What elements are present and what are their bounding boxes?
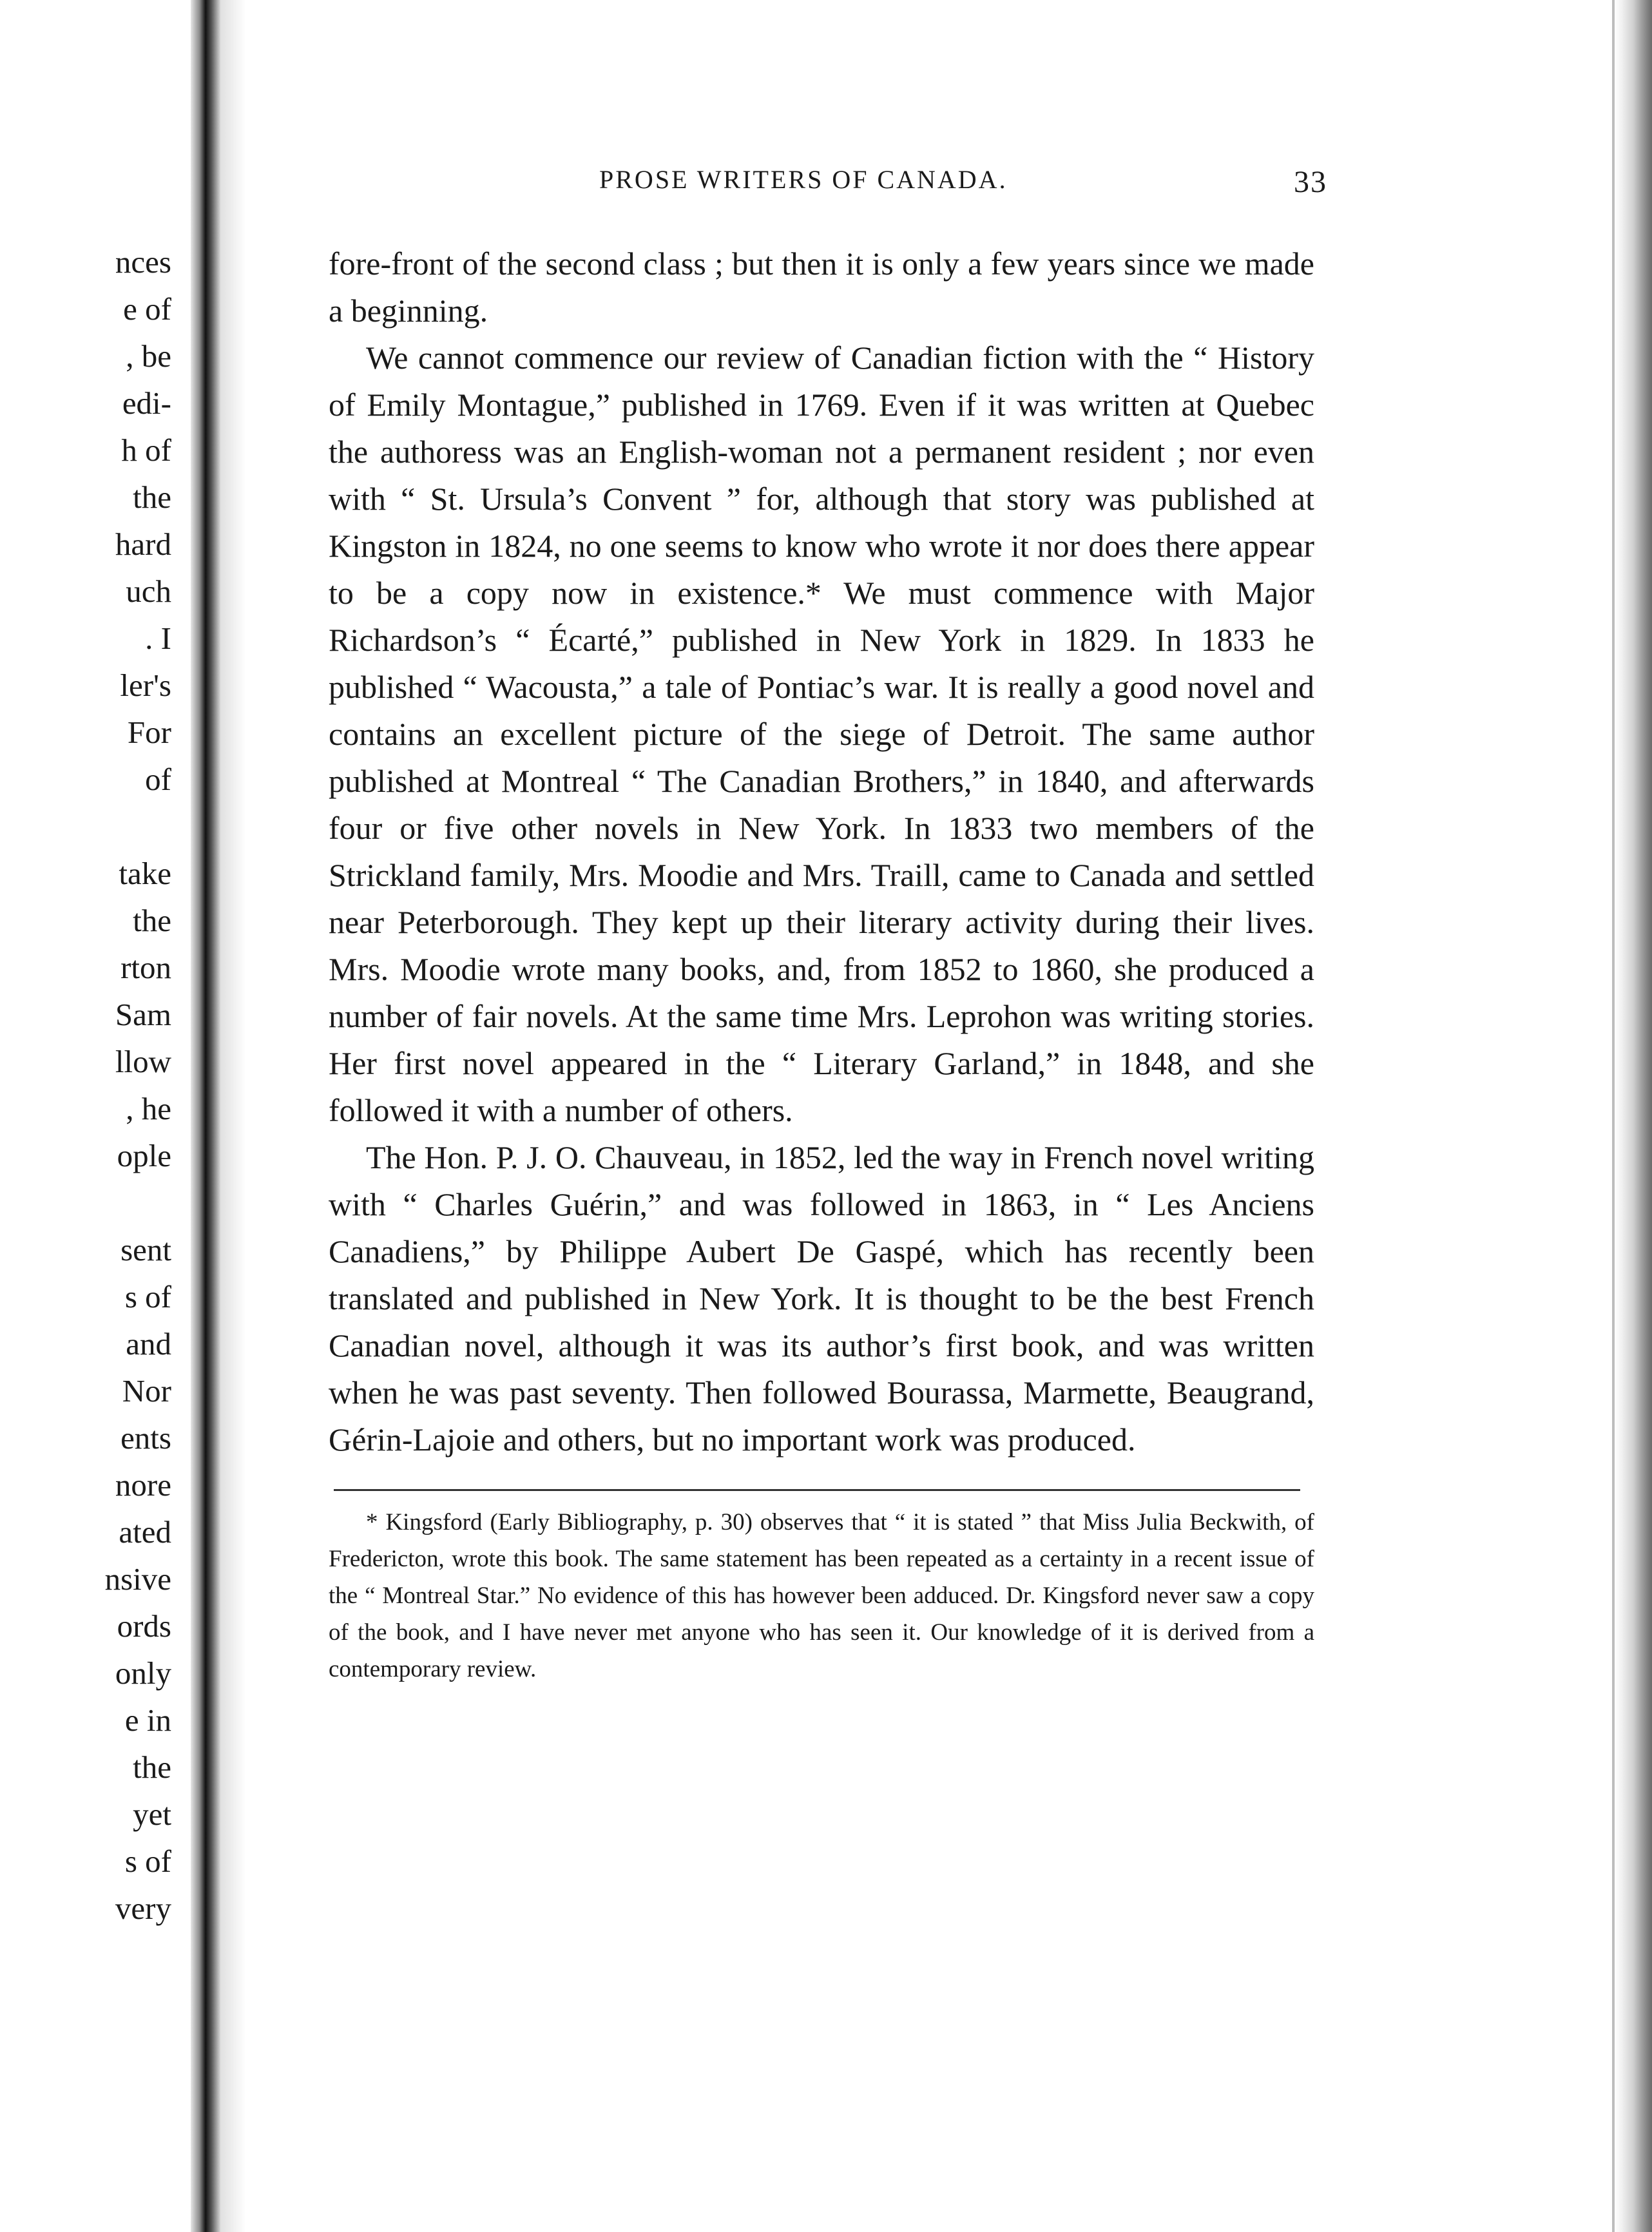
book-page — [329, 164, 1327, 1688]
paragraph: fore-front of the second class ; but then it is only a few years since we made a beginning. — [329, 245, 1314, 329]
line-fragment: and — [126, 1326, 171, 1361]
line-fragment: edi- — [122, 385, 171, 421]
line-fragment: e of — [123, 291, 171, 327]
previous-page-fragment — [0, 0, 191, 2232]
line-fragment: the — [133, 1749, 171, 1785]
line-fragment: sent — [120, 1232, 171, 1267]
line-fragment: h of — [121, 432, 171, 468]
paragraph: We cannot commence our review of Canadian fiction with the “ History of Emily Montague,” published in 1769. Even if it was written at Quebec the authoress was an English-woman not a permanent resident ; nor even with “ St. Ursula’s Convent ” for, although that story was published at Kingston in 1824, no one seems to know who wrote it nor does there appear to be a copy now in existence.* We must commence with Major Richardson’s “ Écarté,” published in New York in 1829. In 1833 he published “ Wacousta,” a tale of Pontiac’s war. It is really a good novel and contains an excellent picture of the siege of Detroit. The same author published at Montreal “ The Canadian Brothers,” in 1840, and afterwards four or five other novels in New York. In 1833 two members of the Strickland family, Mrs. Moodie and Mrs. Traill, came to Canada and settled near Peterborough. They kept up their literary activity during their lives. Mrs. Moodie wrote many books, and, from 1852 to 1860, she produced a number of fair novels. At the same time Mrs. Leprohon was writing stories. Her first novel appeared in the “ Literary Garland,” in 1848, and she followed it with a number of others. — [329, 340, 1314, 1128]
footnote — [329, 1504, 1314, 1688]
line-fragment: Nor — [122, 1373, 171, 1409]
line-fragment: , be — [126, 338, 171, 374]
paragraph: The Hon. P. J. O. Chauveau, in 1852, led the way in French novel writing with “ Charles Guérin,” and was followed in 1863, in “ Les Anciens Canadiens,” by Philippe Aubert De Gaspé, which has recently been translated and published in New York. It is thought to be the best French Canadian novel, although it was its author’s first book, and was written when he was past seventy. Then followed Bourassa, Marmette, Beaugrand, Gérin-Lajoie and others, but no important work was produced. — [329, 1139, 1314, 1458]
line-fragment: nces — [115, 244, 171, 280]
book-gutter — [191, 0, 220, 2232]
line-fragment: s of — [124, 1843, 171, 1879]
line-fragment: ler's — [120, 668, 171, 703]
line-fragment: llow — [115, 1044, 171, 1079]
line-fragment: take — [119, 856, 171, 891]
book-right-edge — [1615, 0, 1652, 2232]
gutter-shadow — [220, 0, 246, 2232]
page-number: 33 — [1294, 165, 1327, 199]
running-head — [329, 164, 1327, 203]
line-fragment: yet — [133, 1796, 171, 1832]
line-fragment: Sam — [115, 997, 171, 1032]
line-fragment: very — [115, 1890, 171, 1926]
previous-page-line-fragments — [4, 238, 171, 1932]
line-fragment: uch — [126, 573, 171, 609]
line-fragment: rton — [120, 950, 171, 985]
line-fragment: , he — [126, 1091, 171, 1126]
footnote-rule — [334, 1489, 1300, 1491]
body-text — [329, 240, 1314, 1463]
line-fragment: ople — [117, 1138, 171, 1173]
line-fragment: nore — [115, 1467, 171, 1503]
line-fragment: s of — [124, 1279, 171, 1314]
line-gap — [4, 803, 171, 850]
line-fragment: hard — [115, 526, 171, 562]
line-fragment: ords — [117, 1608, 171, 1644]
running-title: PROSE WRITERS OF CANADA. — [599, 165, 1008, 194]
line-fragment: ated — [119, 1514, 171, 1550]
footnote-text: * Kingsford (Early Bibliography, p. 30) observes that “ it is stated ” that Miss Julia Beckwith, of Fredericton, wrote this book. The same statement has been repeated as a certainty in a recent issue of the “ Montreal Star.” No evidence of this has however been adduced. Dr. Kingsford never saw a copy of the book, and I have never met anyone who has seen it. Our knowledge of it is derived from a contemporary review. — [329, 1509, 1314, 1682]
line-gap — [4, 1179, 171, 1226]
line-fragment: only — [115, 1655, 171, 1691]
line-fragment: the — [133, 903, 171, 938]
line-fragment: For — [127, 715, 171, 750]
line-fragment: of — [145, 762, 171, 797]
line-fragment: e in — [124, 1702, 171, 1738]
line-fragment: ents — [120, 1420, 171, 1456]
line-fragment: nsive — [104, 1561, 171, 1597]
line-fragment: the — [133, 479, 171, 515]
line-fragment: . I — [145, 621, 171, 656]
